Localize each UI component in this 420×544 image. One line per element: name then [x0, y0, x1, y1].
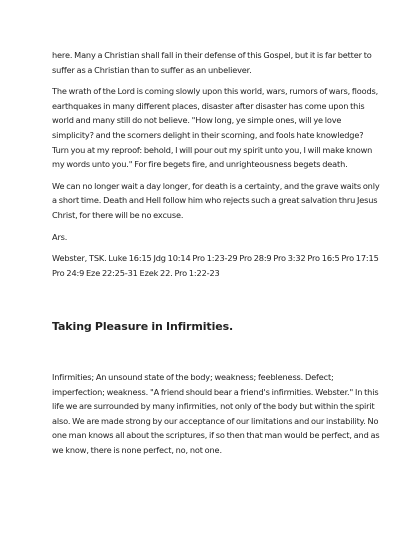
paragraph: Infirmities; An unsound state of the body; weakness; feebleness. Defect; imperfection; weakness. "A friend should bear a friend's infirmities. Webster." In this life we are surrounded by many infirmities, not only of the body but within the spirit also. We are made strong by our acceptance of our limitations and our instability. No one man knows all about the scriptures, if so then that man would be perfect, and as we know, there is none perfect, no, not one.	[52, 372, 380, 455]
section-body-1	[52, 48, 382, 287]
scripture-references: Webster, TSK. Luke 16:15 Jdg 10:14 Pro 1:23-29 Pro 28:9 Pro 3:32 Pro 16:5 Pro 17:15 Pro 24:9 Eze 22:25-31 Ezek 22. Pro 1:22-23	[52, 253, 379, 278]
section-body-2	[52, 370, 382, 465]
section-heading: Taking Pleasure in Infirmities.	[52, 320, 234, 333]
paragraph: We can no longer wait a day longer, for death is a certainty, and the grave waits only a short time. Death and Hell follow him who rejects such a great salvation thru Jesus Christ, for there will be no excuse.	[52, 180, 380, 220]
paragraph: here. Many a Christian shall fall in their defense of this Gospel, but it is far better to suffer as a Christian than to suffer as an unbeliever.	[52, 50, 372, 75]
paragraph: Ars.	[52, 231, 68, 242]
paragraph: The wrath of the Lord is coming slowly upon this world, wars, rumors of wars, floods, earthquakes in many different places, disaster after disaster has come upon this world and many still do not believe. "How long, ye simple ones, will ye love simplicity? and the scorners delight in their scorning, and fools hate knowledge? Turn you at my reproof: behold, I will pour out my spirit unto you, I will make known my words unto you." For fire begets fire, and unrighteousness begets death.	[52, 86, 379, 170]
